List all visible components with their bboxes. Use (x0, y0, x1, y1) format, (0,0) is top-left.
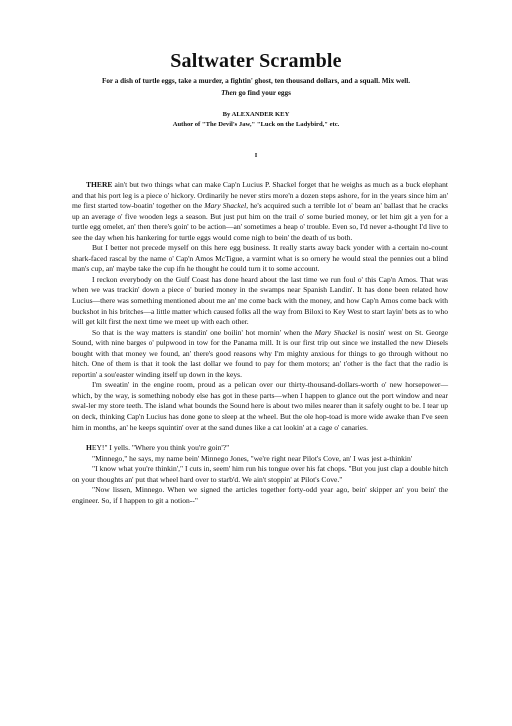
paragraph: But I better not precede myself on this here egg business. It really starts away back yonder with a certain no-count shark-faced rascal by the name o' Cap'n Amos McTigue, a varmint what is so ornery he would steal the pennies out a blind man's cup, an' maybe take the cup ifn he thought he could turn it to some account. (72, 243, 448, 274)
author-name: By ALEXANDER KEY (222, 111, 290, 118)
paragraph: "Minnego," he says, my name bein' Minnego Jones, "we're right near Pilot's Cove, an' I was jest a-thinkin' (92, 453, 413, 463)
drop-letter: H (86, 443, 92, 453)
boat-name: Mary Shackel (314, 327, 358, 337)
paragraph-text: EY!" I yells. "Where you think you're goin'?" (91, 443, 230, 453)
boat-name: Mary Shackel, (204, 201, 249, 211)
story-body (72, 180, 448, 506)
subtitle-emphasis: Then (221, 89, 237, 97)
paragraph-text: he's acquired such a terrible lot o' beam an' ballast that he cracks up an average o' five wooden legs a season. But just put him on the trail o' some buried money, or let him git a yen for a turtle egg omelet, an' then there's goin' to be action—an' sometimes a heap o' trouble. Even so, I'd never a-thought I'd live to see the day when his hankering for turtle eggs would come nigh to bein' the death of us both. (72, 201, 448, 242)
paragraph: "Now lissen, Minnego. When we signed the articles together forty-odd year ago, bein' skipper an' you bein' the engineer. So, if I happen to git a notion--" (72, 485, 448, 505)
paragraph (72, 328, 448, 381)
paragraph: I'm sweatin' in the engine room, proud as a pelican over our thirty-thousand-dollars-worth o' new horsepower—which, by the way, is something nobody else has got in these parts—when I happen to glance out the port window and near swal-ler my store teeth. The island what bounds the Sound here is about two miles nearer than it safely ought to be. I tear up on deck, thinking Cap'n Lucius has done gone to sleep at the wheel. But the ole hop-toad is more wide awake than I've seen him in months, an' he keeps squintin' over at the sand dunes like a cat lookin' at a cage o' canaries. (72, 380, 448, 432)
byline (120, 110, 392, 130)
paragraph (72, 180, 448, 243)
subtitle-text-end: go find your eggs (236, 89, 291, 97)
author-credit: Author of "The Devil's Jaw," "Luck on the Ladybird," etc. (172, 121, 340, 128)
paragraph-text: So that is the way matters is standin' one boilin' hot mornin' when the (92, 327, 315, 337)
subtitle-text: For a dish of turtle eggs, take a murder, a fightin' ghost, ten thousand dollars, and a squall. Mix well. (101, 77, 411, 85)
drop-word: THERE (86, 180, 113, 189)
paragraph: "I know what you're thinkin'," I cuts in, seem' him run his tongue over his fat chops. "But you just clap a double hitch on your thoughts an' put that wheel hard over to starb'd. We ain't stoppin' at Pilot's Cove." (72, 464, 448, 484)
paragraph (72, 443, 448, 454)
story-subtitle (96, 75, 416, 99)
section-number: I (254, 152, 258, 159)
story-title: Saltwater Scramble (170, 50, 342, 72)
paragraph-text: is nosin' west on St. George Sound, with nine barges o' pulpwood in tow for the Panama mill. It is our first trip out since we installed the new Diesels bought with that money we found, an' there's good reasons why I'm mighty anxious for things to go through without no hitch. One of them is that it took the last dollar we found to pay for them motors; an' t'other is the fact that the radio is reportin' a sou'easter winding itself up down in the keys. (72, 327, 448, 379)
paragraph-text: ain't but two things what can make Cap'n Lucius P. Shackel forget that he weighs as much as a buck elephant and that his port leg is a piece o' hickory. Ordinarily he never stirs more'n a dozen steps ashore, for in the years since him an' me first started tow-boatin' together on the (72, 180, 448, 211)
paragraph: I reckon everybody on the Gulf Coast has done heard about the last time we run foul o' this Cap'n Amos. That was when we was trackin' down a piece o' buried money in the swamps near Spanish Landin'. It has done been related how Lucius—there was something mentioned about me an' me come back with the money, and how Cap'n Amos come back with buckshot in his britches—a little matter which caused folks all the way from Biloxi to Key West to start layin' bets as to who will get kilt first the next time we meet up with each other. (72, 274, 448, 327)
